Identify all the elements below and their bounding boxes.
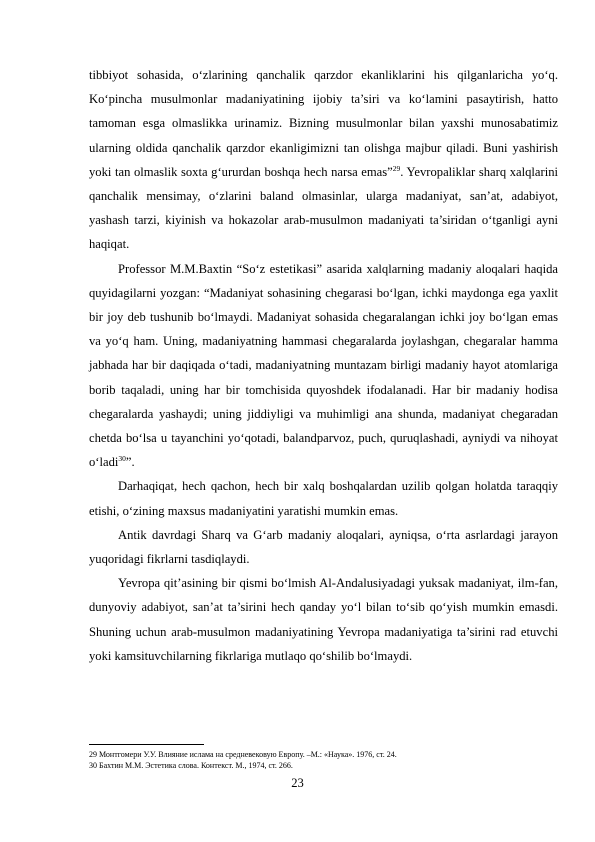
footnote-ref-30[interactable]: 30 [118,454,126,464]
footnote-ref-29[interactable]: 29 [392,163,401,173]
footnote-divider [89,744,204,745]
paragraph-3 [89,474,558,522]
paragraph-1 [89,63,558,257]
paragraph-3-text: Darhaqiqat, hech qachon, hech bir xalq boshqalardan uzilib qolgan holatda taraqqiy etishi, o‘zining maxsus madaniyatini yaratishi mumkin emas. [89,479,558,518]
paragraph-5-text: Yevropa qit’asining bir qismi bo‘lmish Al-Andalusiyadagi yuksak madaniyat, ilm-fan, dunyoviy adabiyot, san’at ta’sirini hech qanday yo‘l bilan to‘sib qo‘yish mumkin emasdi. Shuning uchun arab-musulmon madaniyatining Yevropa madaniyatiga ta’sirini rad etuvchi yoki kamsituvchilarning fikrlariga mutlaqo qo‘shilib bo‘lmaydi. [89,576,558,663]
body-text [89,63,558,668]
paragraph-4-text: Antik davrdagi Sharq va G‘arb madaniy aloqalari, ayniqsa, o‘rta asrlardagi jarayon yuqoridagi fikrlarni tasdiqlaydi. [89,527,558,567]
footnote-29: 29 Монтгомери У.У. Влияние ислама на средневековую Европу. –М.: «Наука». 1976, ст. 24. [89,750,397,759]
footnotes [89,744,558,771]
paragraph-2-text-continued: ”. [125,455,135,470]
paragraph-2-text: Professor M.M.Baxtin “So‘z estetikasi” asarida xalqlarning madaniy aloqalari haqida quyidagilarni yozgan: “Madaniyat sohasining chegarasi bo‘lgan, ichki maydonga ega yaxlit bir joy deb tushunib bo‘lmaydi. Madaniyat sohasida chegaralangan ichki joy bo‘lgan emas va yo‘q ham. Uning, madaniyatning hammasi chegaralarda joylashgan, chegaralar hamma jabhada har bir daqiqada o‘tadi, madaniyatning muntazam birligi madaniy hayot atomlariga borib taqaladi, uning har bir tomchisida quyoshdek ifodalanadi. Har bir madaniy hodisa chegaralarda yashaydi; uning jiddiyligi va muhimligi ana shunda, madaniyat chegaradan chetda bo‘lsa u tayanchini yo‘qotadi, balandparvoz, puch, quruqlashadi, ayniydi va nihoyat o‘ladi [89,261,558,470]
paragraph-4 [89,523,558,571]
paragraph-1-text-continued: . Yevropaliklar sharq xalqlarini qanchalik mensimay, o‘zlarini baland olmasinlar, ularga madaniyat, san’at, adabiyot, yashash tarzi, kiyinish va hokazolar arab-musulmon madaniyati ta’siridan o‘tganligi ayni haqiqat. [89,164,558,252]
paragraph-1-text: tibbiyot sohasida, o‘zlarining qanchalik qarzdor ekanliklarini his qilganlaricha yo‘q. Ko‘pincha musulmonlar madaniyatining ijobiy ta’siri va ko‘lamini pasaytirish, hatto tamoman esga olmaslikka urinamiz. Bizning musulmonlar bilan yaxshi munosabatimiz ularning oldida qanchalik qarzdor ekanligimizni tan olishga majbur qiladi. Buni yashirish yoki tan olmaslik soxta g‘ururdan boshqa hech narsa emas” [89,68,558,179]
paragraph-5 [89,571,558,668]
page-number: 23 [291,776,304,790]
paragraph-2 [89,257,558,475]
footnote-30: 30 Бахтин М.М. Эстетика слова. Контекст. М., 1974, ст. 266. [89,761,293,770]
